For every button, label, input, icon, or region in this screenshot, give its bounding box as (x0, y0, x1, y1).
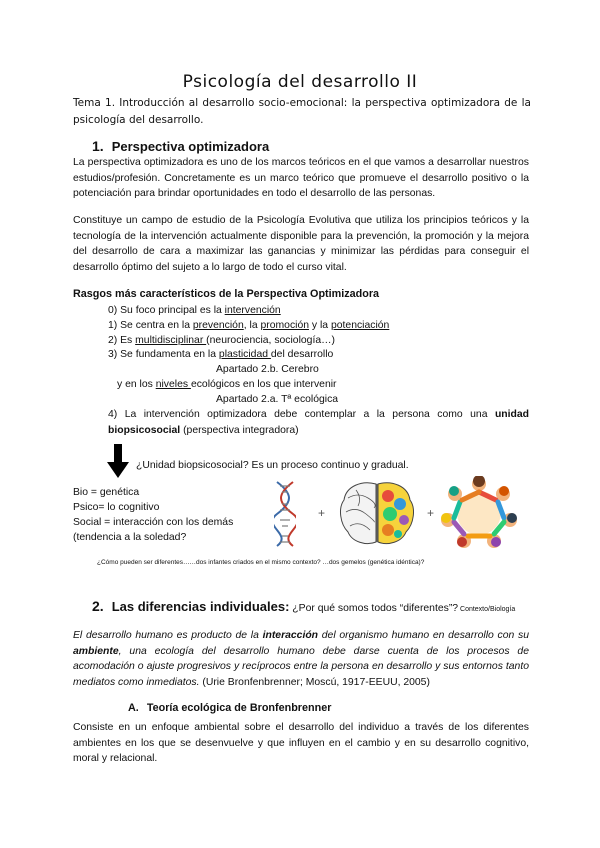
people-circle-icon (440, 476, 518, 550)
biopsico-caption: ¿Cómo pueden ser diferentes……dos infantes criados en el mismo contexto? …dos gemelos (genética idéntica)? (97, 559, 425, 566)
section-2-number: 2. (92, 598, 104, 614)
section-2-title: Las diferencias individuales: (111, 599, 290, 614)
plus-sign-2: + (427, 506, 435, 520)
quote-bold: ambiente (73, 645, 119, 657)
bronfenbrenner-quote (73, 628, 529, 690)
section-a-title: Teoría ecológica de Bronfenbrenner (146, 702, 332, 714)
section-a-paragraph: Consiste en un enfoque ambiental sobre el desarrollo del individuo a través de los diferentes ambientes en los que se desenvuelve y que influyen en el cambio y en su desarrollo cognitivo, moral y relacional. (73, 722, 529, 764)
bio-line: Bio = genética (73, 487, 140, 498)
section-1-number: 1. (92, 138, 104, 154)
section-1-paragraph-2: Constituye un campo de estudio de la Psicología Evolutiva que utiliza los principios teóricos y la tecnología de la intervención actualmente disponible para la prevención, la promoción y la mejora del desarrollo de cara a maximizar las ganancias y minimizar las pérdidas para conseguir el desarrollo óptimo del sujeto a lo largo de todo el curso vital. (73, 215, 529, 273)
page-title: Psicología del desarrollo II (182, 72, 418, 92)
rasgos-item-0 (108, 303, 281, 319)
item-underlined: promoción (260, 320, 310, 331)
item-text: (neurociencia, sociología…) (206, 335, 335, 346)
item-text: del desarrollo (270, 349, 334, 360)
item-underlined: potenciación (330, 320, 390, 331)
rasgos-item-3-apartado-cerebro: Apartado 2.b. Cerebro (216, 364, 319, 375)
down-arrow-icon (107, 444, 129, 478)
item-bold: unidad biopsicosocial (108, 409, 529, 436)
section-a-heading (128, 702, 331, 714)
item-text: 3) Se fundamenta en la (108, 349, 219, 360)
item-text: y la (309, 320, 331, 331)
quote-text: , una ecología del desarrollo humano debe darse cuenta de los procesos de acomodación o ajuste progresivos y recíprocos entre la persona en desarrollo y sus entornos tanto mediatos como inmediatos. (73, 645, 529, 688)
rasgos-item-3 (108, 347, 333, 363)
rasgos-heading: Rasgos más característicos de la Perspectiva Optimizadora (73, 288, 380, 300)
item-underlined: niveles (155, 379, 191, 390)
item-text: ecológicos en los que intervenir (190, 379, 337, 390)
section-2-question: ¿Por qué somos todos “diferentes”? (289, 603, 459, 614)
item-text: (perspectiva integradora) (180, 424, 299, 436)
rasgos-item-3-apartado-ecologica: Apartado 2.a. Tª ecológica (216, 394, 339, 405)
rasgos-item-1 (108, 318, 389, 334)
quote-text: del organismo humano en desarrollo con su (318, 630, 529, 641)
quote-citation: (Urie Bronfenbrenner; Moscú, 1917-EEUU, 2005) (199, 676, 430, 688)
section-2-context: Contexto/Biología (458, 606, 516, 613)
psico-line: Psico= lo cognitivo (73, 502, 160, 513)
item-text: 2) Es (108, 335, 136, 346)
item-underlined: plasticidad (218, 349, 271, 360)
quote-text: El desarrollo humano es producto de la (73, 630, 263, 641)
item-text: 4) La intervención optimizadora debe contemplar a la persona como una (108, 409, 495, 420)
item-text: 1) Se centra en la (108, 320, 193, 331)
section-2-heading (92, 598, 515, 614)
rasgos-item-3-niveles (117, 377, 337, 393)
brain-icon (338, 478, 416, 550)
section-a-letter: A. (128, 702, 139, 714)
section-1-paragraph-1: La perspectiva optimizadora es uno de los marcos teóricos en el que vamos a desarrollar nuestros estudios/profesión. Concretamente es un marco teórico que promueve el desarrollo positivo o la potenciación para brindar oportunidades en todo el desarrollo de las personas. (73, 157, 529, 199)
plus-sign-1: + (318, 506, 326, 520)
item-text: 0) Su foco principal es la (108, 305, 225, 316)
quote-bold: interacción (262, 630, 319, 641)
dna-icon (274, 480, 296, 548)
item-text: y en los (117, 379, 156, 390)
item-text: , la (243, 320, 261, 331)
section-1-heading (92, 138, 269, 154)
item-underlined: prevención (192, 320, 244, 331)
biopsicosocial-question: ¿Unidad biopsicosocial? Es un proceso continuo y gradual. (136, 460, 409, 471)
item-underlined: intervención (224, 305, 281, 316)
social-line: Social = interacción con los demás (73, 517, 234, 528)
section-1-title: Perspectiva optimizadora (111, 139, 270, 154)
document-subtitle: Tema 1. Introducción al desarrollo socio-emocional: la perspectiva optimizadora de la psicología del desarrollo. (73, 97, 531, 126)
soledad-line: (tendencia a la soledad? (73, 532, 187, 543)
item-underlined: multidisciplinar (135, 335, 207, 346)
rasgos-item-4 (108, 407, 529, 438)
